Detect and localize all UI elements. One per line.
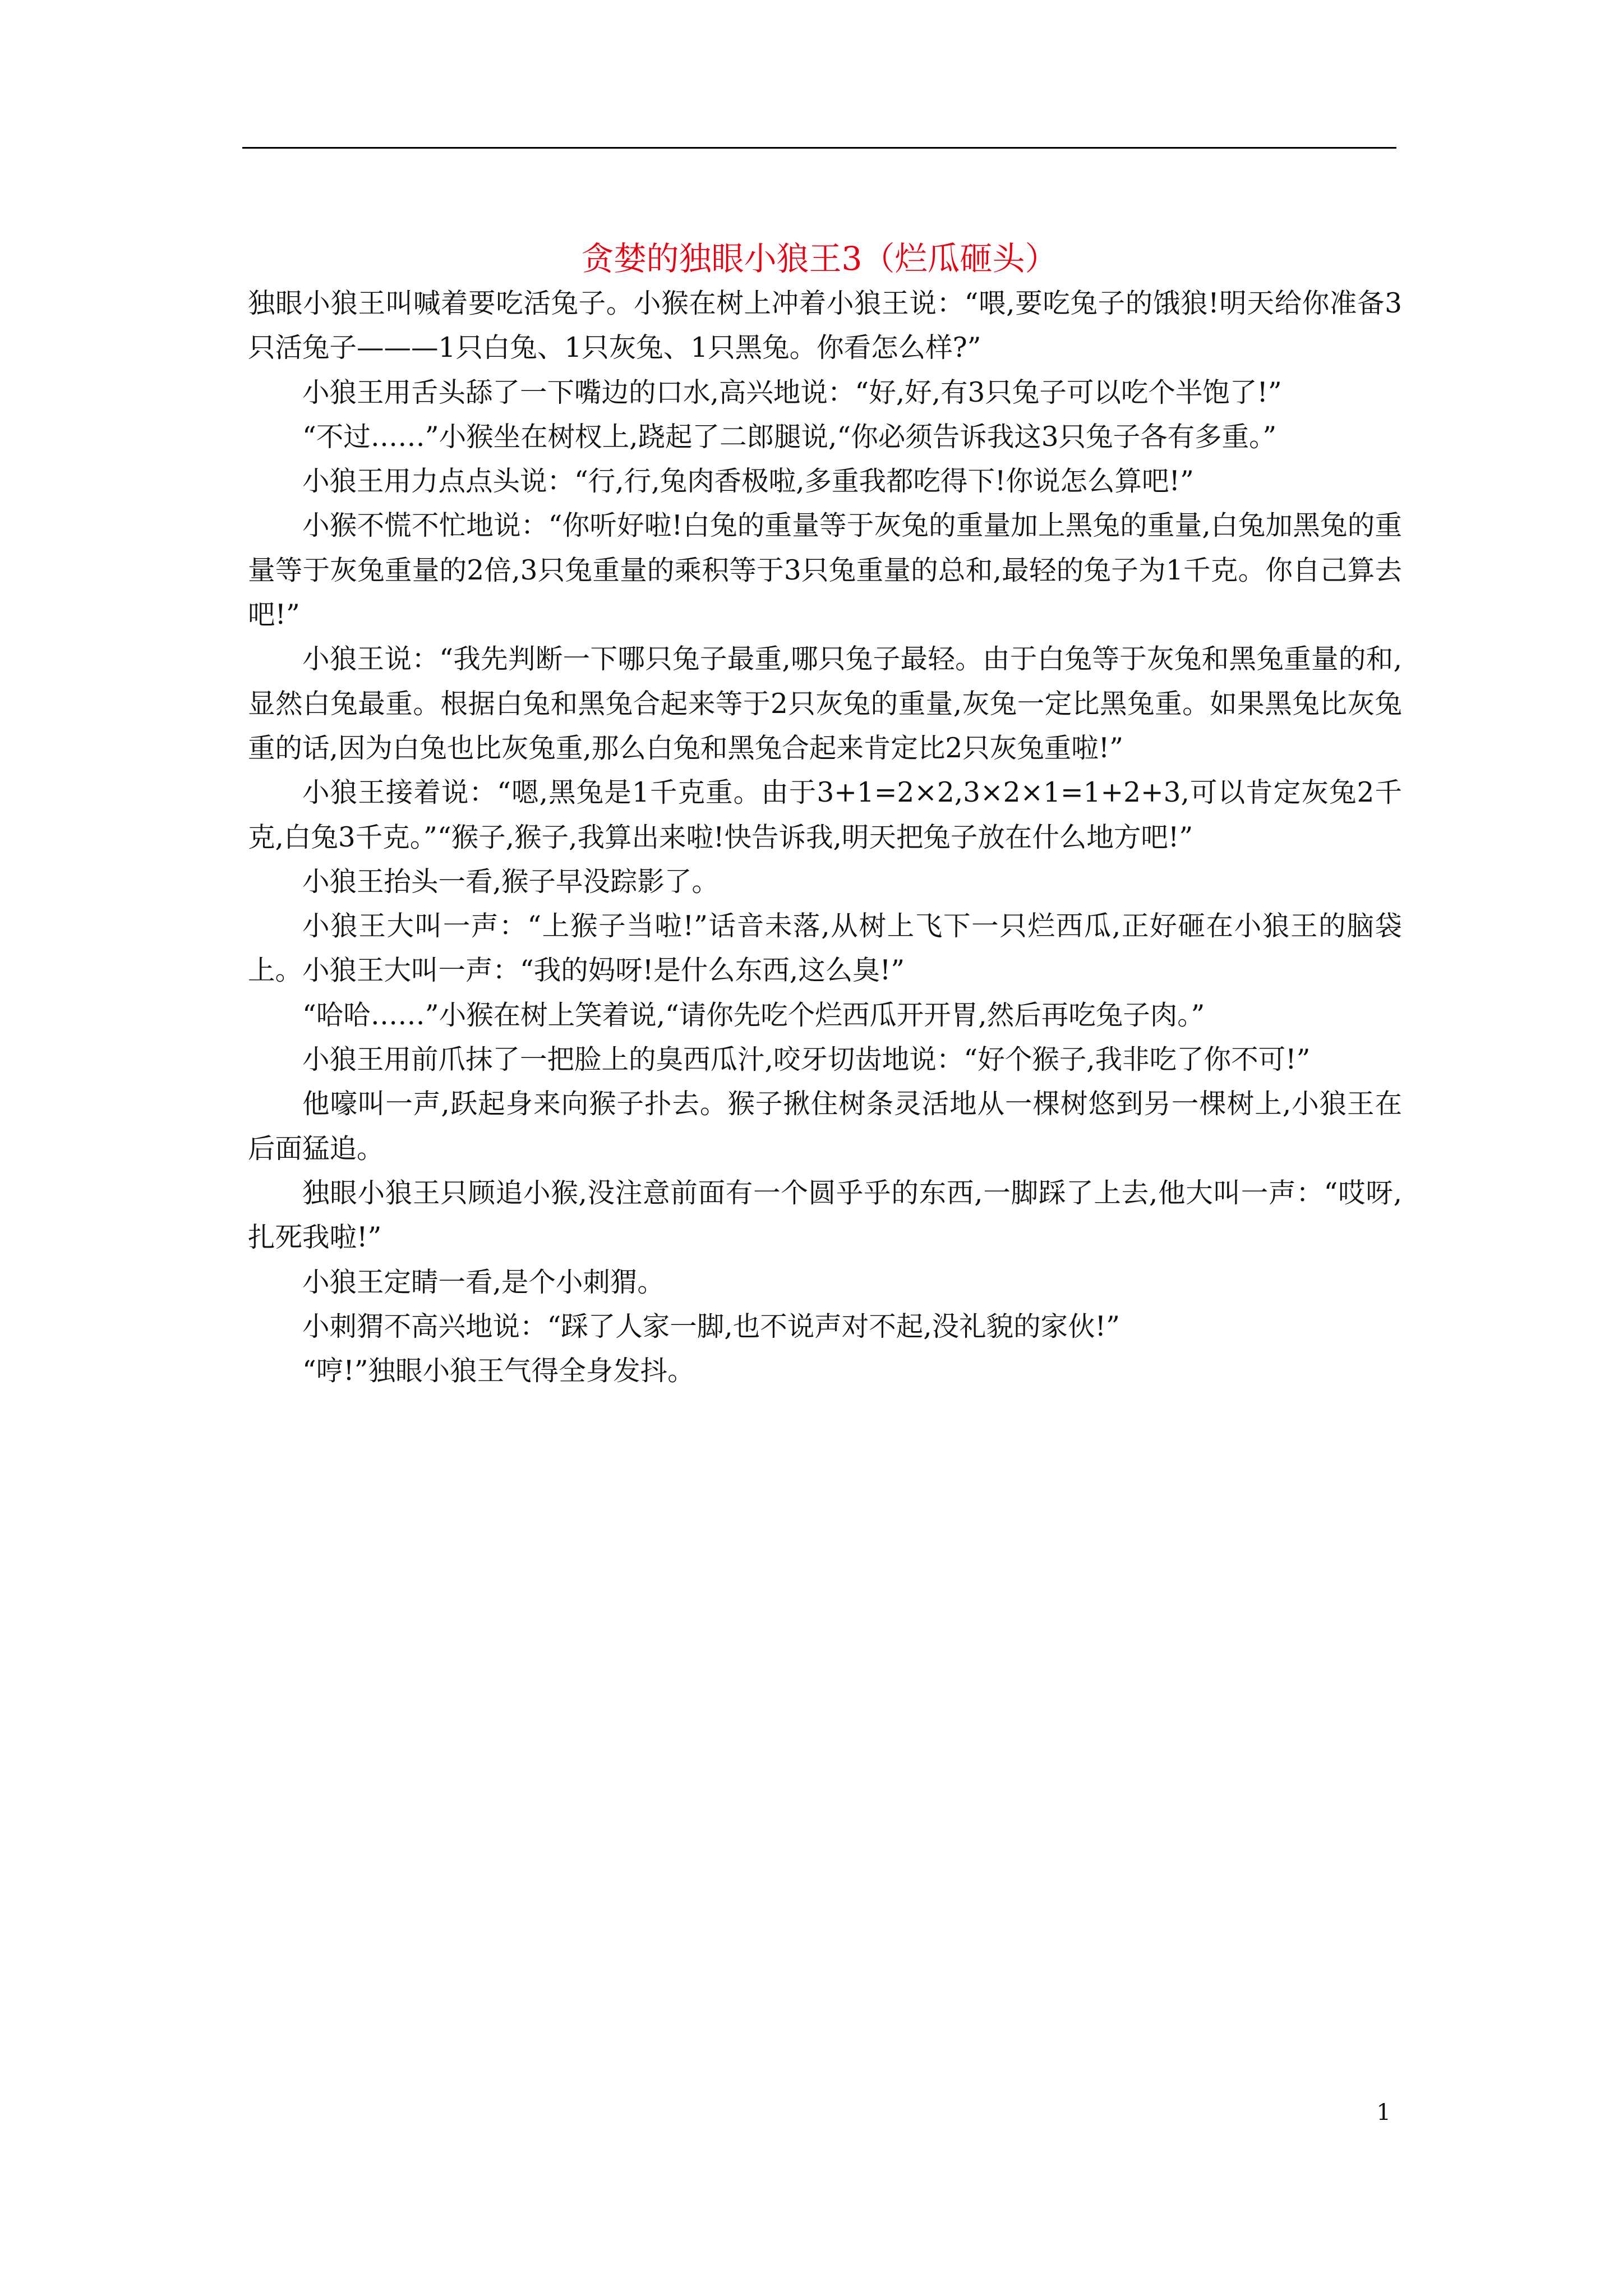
paragraph: 小狼王说：“我先判断一下哪只兔子最重,哪只兔子最轻。由于白兔等于灰兔和黑兔重量的和,显然白兔最重。根据白兔和黑兔合起来等于2只灰兔的重量,灰兔一定比黑兔重。如果黑兔比灰兔重的话,因为白兔也比灰兔重,那么白兔和黑兔合起来肯定比2只灰兔重啦!” — [248, 643, 1402, 764]
paragraph: 小狼王定睛一看,是个小刺猬。 — [302, 1266, 665, 1298]
paragraph: “不过……”小猴坐在树杈上,跷起了二郎腿说,“你必须告诉我这3只兔子各有多重。” — [302, 421, 1277, 453]
paragraph: 小狼王用前爪抹了一把脸上的臭西瓜汁,咬牙切齿地说：“好个猴子,我非吃了你不可!” — [302, 1044, 1311, 1076]
paragraph: 小狼王大叫一声：“上猴子当啦!”话音未落,从树上飞下一只烂西瓜,正好砸在小狼王的脑袋上。小狼王大叫一声：“我的妈呀!是什么东西,这么臭!” — [248, 910, 1402, 987]
page-number: 1 — [1376, 2100, 1391, 2125]
paragraph: 独眼小狼王叫喊着要吃活兔子。小猴在树上冲着小狼王说：“喂,要吃兔子的饿狼!明天给你准备3只活兔子———1只白兔、1只灰兔、1只黑兔。你看怎么样?” — [248, 288, 1402, 364]
paragraph: 小刺猬不高兴地说：“踩了人家一脚,也不说声对不起,没礼貌的家伙!” — [302, 1310, 1120, 1342]
paragraph: 小狼王用舌头舔了一下嘴边的口水,高兴地说：“好,好,有3只兔子可以吃个半饱了!” — [302, 376, 1282, 408]
paragraph: “哈哈……”小猴在树上笑着说,“请你先吃个烂西瓜开开胃,然后再吃兔子肉。” — [302, 999, 1205, 1031]
paragraph: 小狼王接着说：“嗯,黑兔是1千克重。由于3+1=2×2,3×2×1=1+2+3,可以肯定灰兔2千克,白兔3千克。”“猴子,猴子,我算出来啦!快告诉我,明天把兔子放在什么地方吧!” — [248, 777, 1402, 853]
paragraph: 小狼王用力点点头说：“行,行,兔肉香极啦,多重我都吃得下!你说怎么算吧!” — [302, 466, 1194, 498]
paragraph: 小猴不慌不忙地说：“你听好啦!白兔的重量等于灰兔的重量加上黑兔的重量,白兔加黑兔的重量等于灰兔重量的2倍,3只兔重量的乘积等于3只兔重量的总和,最轻的兔子为1千克。你自己算去吧!” — [248, 510, 1402, 631]
paragraph: 他嚎叫一声,跃起身来向猴子扑去。猴子揪住树条灵活地从一棵树悠到另一棵树上,小狼王在后面猛追。 — [248, 1088, 1402, 1165]
paragraph: 小狼王抬头一看,猴子早没踪影了。 — [302, 866, 719, 898]
story-body — [248, 282, 1402, 1393]
header-rule — [242, 147, 1396, 149]
paragraph: 独眼小狼王只顾追小猴,没注意前面有一个圆乎乎的东西,一脚踩了上去,他大叫一声：“哎呀,扎死我啦!” — [248, 1177, 1402, 1254]
paragraph: “哼!”独眼小狼王气得全身发抖。 — [302, 1355, 695, 1387]
document-title: 贪婪的独眼小狼王3（烂瓜砸头） — [581, 239, 1058, 278]
